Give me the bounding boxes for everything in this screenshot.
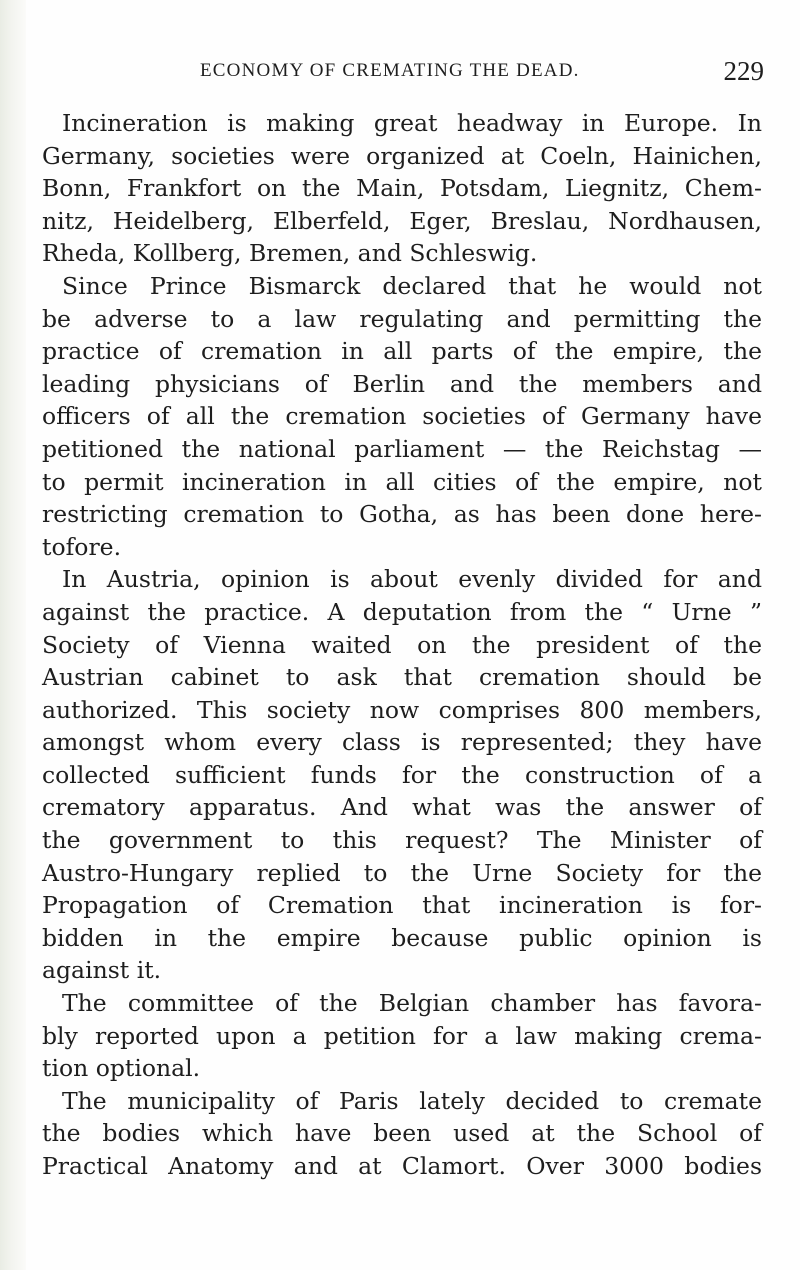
text-line: Germany, societies were organized at Coeln, Hainichen,	[42, 141, 762, 170]
text-line: bidden in the empire because public opinion is	[42, 923, 762, 952]
running-head: ECONOMY OF CREMATING THE DEAD.	[200, 60, 580, 81]
text-line: officers of all the cremation societies of Germany have	[42, 402, 762, 431]
text-line: Propagation of Cremation that incineration is for-	[42, 891, 762, 920]
text-line: authorized. This society now comprises 800 members,	[42, 695, 762, 724]
text-line: the bodies which have been used at the School of	[42, 1119, 762, 1148]
text-line: Since Prince Bismarck declared that he would not	[62, 271, 762, 300]
text-line: restricting cremation to Gotha, as has been done here-	[42, 500, 762, 529]
text-line: to permit incineration in all cities of the empire, not	[42, 467, 762, 496]
text-line: The municipality of Paris lately decided to cremate	[62, 1086, 762, 1115]
body-text	[42, 107, 762, 1183]
text-line: tofore.	[42, 532, 122, 561]
page-binding-edge	[0, 0, 26, 1270]
text-line: nitz, Heidelberg, Elberfeld, Eger, Breslau, Nordhausen,	[42, 206, 762, 235]
text-line: the government to this request? The Minister of	[42, 826, 762, 855]
text-line: leading physicians of Berlin and the members and	[42, 369, 762, 398]
text-line: crematory apparatus. And what was the answer of	[42, 793, 762, 822]
text-line: Society of Vienna waited on the president of the	[42, 630, 762, 659]
text-line: practice of cremation in all parts of the empire, the	[42, 337, 762, 366]
text-line: be adverse to a law regulating and permitting the	[42, 304, 762, 333]
text-line: Incineration is making great headway in Europe. In	[62, 109, 762, 137]
text-line: Austrian cabinet to ask that cremation should be	[42, 663, 762, 692]
text-line: amongst whom every class is represented; they have	[42, 728, 762, 757]
text-line: petitioned the national parliament — the Reichstag —	[42, 434, 762, 463]
text-line: tion optional.	[42, 1054, 201, 1083]
page-header	[70, 56, 764, 90]
page-number: 229	[723, 56, 764, 86]
text-line: against the practice. A deputation from the “ Urne ”	[42, 597, 762, 626]
text-line: against it.	[42, 956, 162, 985]
text-line: Practical Anatomy and at Clamort. Over 3000 bodies	[42, 1152, 762, 1180]
text-line: Bonn, Frankfort on the Main, Potsdam, Liegnitz, Chem-	[42, 174, 762, 203]
text-line: In Austria, opinion is about evenly divided for and	[62, 565, 762, 594]
text-line: collected sufficient funds for the construction of a	[42, 760, 762, 789]
text-line: Rheda, Kollberg, Bremen, and Schleswig.	[42, 239, 538, 268]
text-line: Austro-Hungary replied to the Urne Society for the	[42, 858, 762, 887]
text-line: bly reported upon a petition for a law making crema-	[42, 1021, 762, 1050]
text-line: The committee of the Belgian chamber has favora-	[62, 989, 762, 1018]
